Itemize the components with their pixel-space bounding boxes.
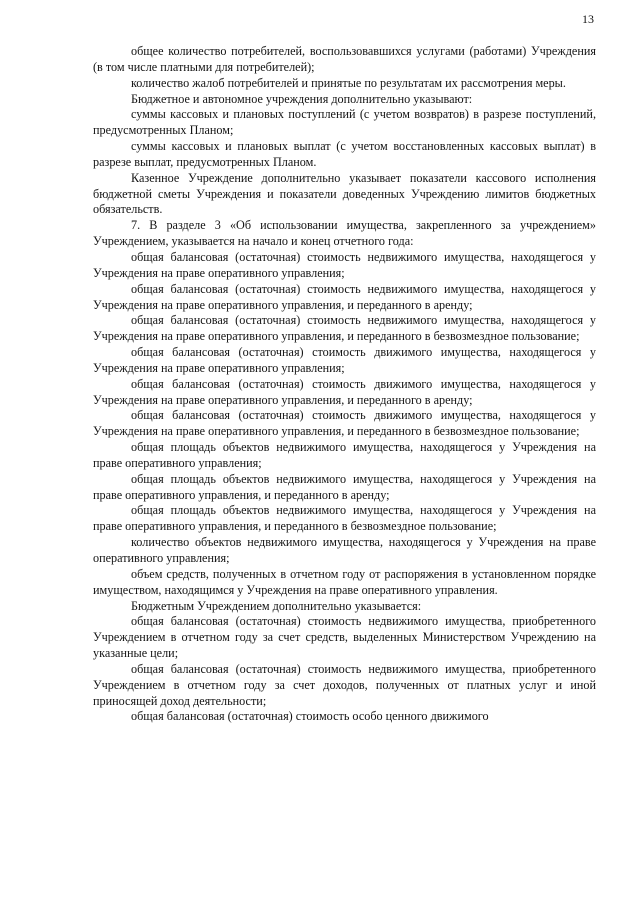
paragraph: суммы кассовых и плановых поступлений (с учетом возвратов) в разрезе поступлений, предусмотренных Планом;	[93, 107, 596, 138]
paragraph: количество объектов недвижимого имущества, находящегося у Учреждения на праве оперативного управления;	[93, 535, 596, 565]
paragraph: общая балансовая (остаточная) стоимость движимого имущества, находящегося у Учреждения на праве оперативного управления, и переданного в аренду;	[93, 376, 596, 407]
paragraph: общая балансовая (остаточная) стоимость особо ценного движимого	[131, 709, 489, 724]
paragraph: количество жалоб потребителей и принятые по результатам их рассмотрения меры.	[131, 75, 566, 90]
paragraph: Бюджетное и автономное учреждения дополнительно указывают:	[131, 91, 473, 106]
paragraph: общая балансовая (остаточная) стоимость недвижимого имущества, находящегося у Учреждения на праве оперативного управления;	[93, 249, 596, 280]
page-number: 13	[582, 12, 594, 26]
paragraph: Бюджетным Учреждением дополнительно указывается:	[131, 598, 422, 613]
paragraph: общая балансовая (остаточная) стоимость движимого имущества, находящегося у Учреждения на праве оперативного управления, и переданного в безвозмездное пользование;	[93, 408, 596, 439]
paragraph: общая балансовая (остаточная) стоимость движимого имущества, находящегося у Учреждения на праве оперативного управления;	[93, 345, 596, 375]
paragraph: общая балансовая (остаточная) стоимость недвижимого имущества, приобретенного Учреждением в отчетном году за счет доходов, полученных от платных услуг и иной приносящей доход деятельности;	[93, 661, 596, 708]
paragraph: общая балансовая (остаточная) стоимость недвижимого имущества, находящегося у Учреждения на праве оперативного управления, и переданного в аренду;	[93, 281, 596, 312]
paragraph: общее количество потребителей, воспользовавшихся услугами (работами) Учреждения (в том числе платными для потребителей);	[93, 44, 596, 74]
paragraph: Казенное Учреждение дополнительно указывает показатели кассового исполнения бюджетной сметы Учреждения и показатели доведенных Учреждению лимитов бюджетных обязательств.	[93, 170, 596, 217]
paragraph: общая площадь объектов недвижимого имущества, находящегося у Учреждения на праве оперативного управления, и переданного в аренду;	[93, 471, 596, 502]
paragraph: объем средств, полученных в отчетном году от распоряжения в установленном порядке имуществом, находящимся у Учреждения на праве оперативного управления.	[93, 566, 596, 597]
document-body	[93, 44, 596, 725]
paragraph: общая балансовая (остаточная) стоимость недвижимого имущества, находящегося у Учреждения на праве оперативного управления, и переданного в безвозмездное пользование;	[93, 313, 596, 344]
paragraph: общая балансовая (остаточная) стоимость недвижимого имущества, приобретенного Учреждением в отчетном году за счет средств, выделенных Министерством Учреждению на указанные цели;	[93, 614, 596, 661]
paragraph: общая площадь объектов недвижимого имущества, находящегося у Учреждения на праве оперативного управления, и переданного в безвозмездное пользование;	[93, 503, 596, 534]
paragraph: общая площадь объектов недвижимого имущества, находящегося у Учреждения на праве оперативного управления;	[93, 440, 596, 470]
section-7-heading-paragraph: 7. В разделе 3 «Об использовании имущества, закрепленного за учреждением» Учреждением, указывается на начало и конец отчетного года:	[93, 218, 596, 249]
paragraph: суммы кассовых и плановых выплат (с учетом восстановленных кассовых выплат) в разрезе выплат, предусмотренных Планом.	[93, 139, 596, 169]
